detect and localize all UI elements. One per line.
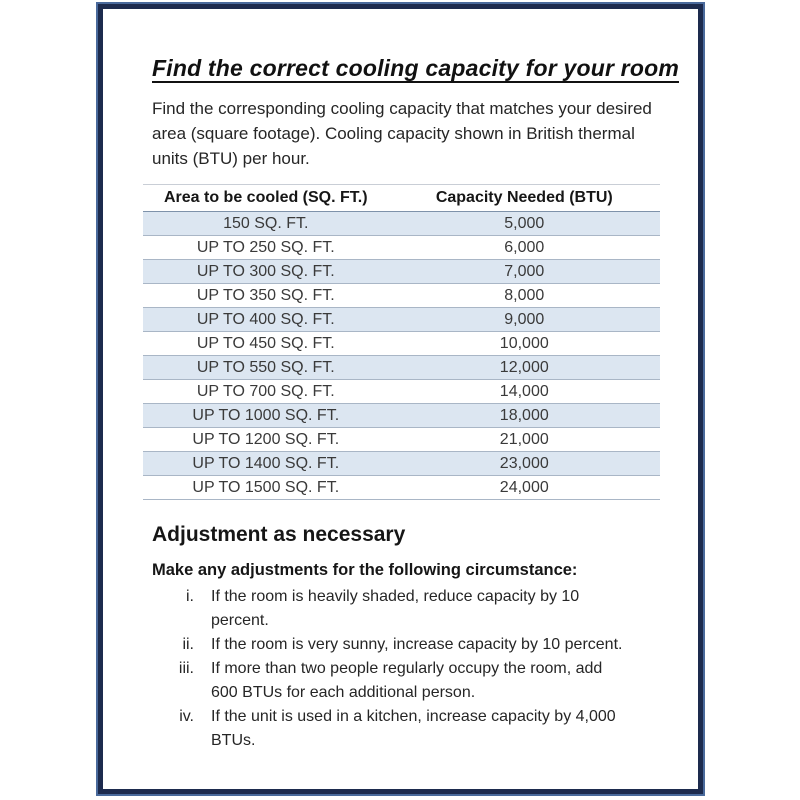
list-item-line: If more than two people regularly occupy the room, add	[211, 660, 603, 677]
table-row	[143, 404, 660, 428]
intro-paragraph	[152, 96, 664, 171]
capacity-cell: 14,000	[499, 382, 549, 400]
adjustment-lead: Make any adjustments for the following circumstance:	[152, 561, 578, 579]
table-row	[143, 356, 660, 380]
capacity-cell: 12,000	[499, 358, 549, 376]
table-row	[143, 308, 660, 332]
capacity-cell: 5,000	[504, 214, 545, 232]
page-title: Find the correct cooling capacity for your room	[152, 55, 679, 81]
table-row	[143, 212, 660, 236]
capacity-cell: 24,000	[499, 478, 549, 496]
capacity-cell: 10,000	[499, 334, 549, 352]
capacity-cell: 18,000	[499, 406, 549, 424]
table-row	[143, 332, 660, 356]
table-row	[143, 236, 660, 260]
area-cell: UP TO 450 SQ. FT.	[196, 334, 335, 352]
area-cell: UP TO 1500 SQ. FT.	[192, 478, 340, 496]
column-header-area: Area to be cooled (SQ. FT.)	[163, 189, 368, 206]
page-border-frame	[96, 2, 705, 796]
list-item	[152, 657, 664, 705]
list-item-numeral: iii.	[178, 660, 194, 677]
table-row	[143, 380, 660, 404]
list-item-numeral: i.	[186, 588, 194, 605]
area-cell: UP TO 1000 SQ. FT.	[192, 406, 340, 424]
area-cell: UP TO 700 SQ. FT.	[196, 382, 335, 400]
table-row	[143, 260, 660, 284]
list-item-line: 600 BTUs for each additional person.	[211, 684, 476, 701]
document-page	[98, 4, 703, 794]
list-item-line: percent.	[211, 612, 269, 629]
column-header-capacity: Capacity Needed (BTU)	[435, 189, 613, 206]
list-item-line: BTUs.	[211, 732, 256, 749]
capacity-cell: 7,000	[504, 262, 545, 280]
table-header-row	[143, 184, 660, 212]
capacity-cell: 21,000	[499, 430, 549, 448]
table-row	[143, 284, 660, 308]
list-item-numeral: ii.	[182, 636, 194, 653]
list-item-text	[211, 633, 622, 657]
area-cell: UP TO 300 SQ. FT.	[196, 262, 335, 280]
list-item	[152, 705, 664, 753]
cooling-capacity-table	[143, 184, 660, 500]
list-item	[152, 585, 664, 633]
list-item-text	[211, 705, 616, 753]
area-cell: 150 SQ. FT.	[223, 214, 309, 232]
capacity-cell: 23,000	[499, 454, 549, 472]
table-row	[143, 476, 660, 500]
list-item-line: If the room is heavily shaded, reduce capacity by 10	[211, 588, 580, 605]
adjustment-heading: Adjustment as necessary	[152, 523, 406, 546]
list-item-line: If the unit is used in a kitchen, increase capacity by 4,000	[211, 708, 616, 725]
capacity-cell: 8,000	[504, 286, 545, 304]
area-cell: UP TO 1200 SQ. FT.	[192, 430, 340, 448]
area-cell: UP TO 250 SQ. FT.	[196, 238, 335, 256]
list-item	[152, 633, 664, 657]
intro-line: area (square footage). Cooling capacity shown in British thermal	[152, 124, 635, 143]
area-cell: UP TO 1400 SQ. FT.	[192, 454, 340, 472]
table-row	[143, 428, 660, 452]
adjustment-list	[152, 585, 664, 753]
area-cell: UP TO 400 SQ. FT.	[196, 310, 335, 328]
list-item-line: If the room is very sunny, increase capacity by 10 percent.	[211, 636, 623, 653]
area-cell: UP TO 350 SQ. FT.	[196, 286, 335, 304]
area-cell: UP TO 550 SQ. FT.	[196, 358, 335, 376]
list-item-text	[211, 585, 579, 633]
list-item-text	[211, 657, 602, 705]
capacity-cell: 9,000	[504, 310, 545, 328]
list-item-numeral: iv.	[179, 708, 194, 725]
capacity-cell: 6,000	[504, 238, 545, 256]
table-row	[143, 452, 660, 476]
intro-line: units (BTU) per hour.	[152, 149, 310, 168]
intro-line: Find the corresponding cooling capacity that matches your desired	[152, 99, 652, 118]
